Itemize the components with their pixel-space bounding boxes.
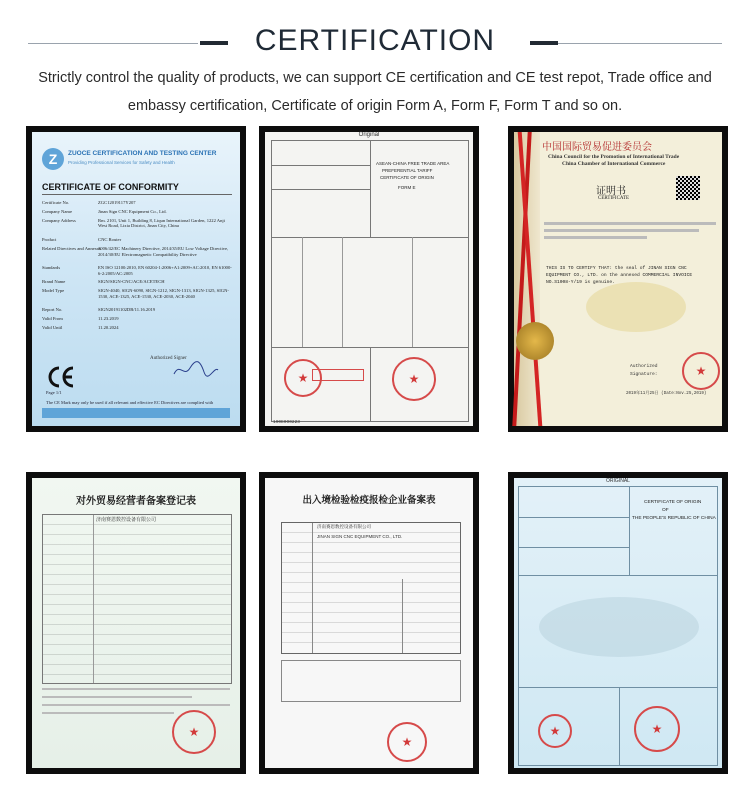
cert-heading: CERTIFICATE OF CONFORMITY	[42, 182, 179, 192]
trade-company: 济南赛恩数控设备有限公司	[96, 517, 157, 523]
ccpit-cn-title: 证明书	[596, 186, 626, 197]
table-row	[282, 603, 460, 613]
ccpit-en-title: CERTIFICATE	[598, 196, 630, 201]
ccpit-red-seal-icon: ★	[682, 352, 720, 390]
cert-field-value: 11.23.2019	[98, 316, 119, 322]
cert-field-value: SIGN20191102DB/11.16.2019	[98, 307, 156, 313]
form-e-heading-1: ASEAN-CHINA FREE TRADE AREA	[376, 161, 450, 166]
cert-field-label: Report No.	[42, 307, 63, 313]
inspection-red-seal-icon: ★	[387, 722, 427, 762]
ccpit-cn-org: 中国国际贸易促进委员会	[542, 142, 652, 153]
ccpit-body-3: NO.S1008-Y/19 is genuine.	[546, 280, 615, 285]
cert-field-label: Related Directives and Annexes	[42, 246, 101, 252]
customs-seal-icon: ★	[392, 357, 436, 401]
table-row	[43, 635, 231, 645]
inspection-table	[281, 522, 461, 654]
divider-right	[558, 43, 722, 44]
cert-footer-bar	[42, 408, 230, 418]
cert-field-label: Company Address	[42, 218, 76, 223]
table-row	[282, 543, 460, 553]
company-chop	[312, 369, 364, 381]
certificate-form-e-page	[265, 132, 473, 426]
trade-title: 对外贸易经营者备案登记表	[76, 496, 196, 507]
cert-field-label: Product	[42, 237, 57, 243]
table-row	[43, 655, 231, 665]
ccpit-sig-2: Signature:	[630, 372, 658, 377]
section-header	[0, 22, 750, 66]
subtitle-line-1: Strictly control the quality of products, we can support CE certification and CE test repot, Trade office and	[38, 70, 712, 86]
table-row	[43, 665, 231, 675]
certificate-ccpit[interactable]	[508, 126, 728, 432]
certificate-inspection-page	[265, 478, 473, 768]
certificate-form-e[interactable]	[259, 126, 479, 432]
table-row	[282, 523, 460, 533]
cert-page-number: Page 1/1	[46, 390, 62, 395]
ccpit-en-org-2: China Chamber of International Commerce	[562, 161, 666, 167]
cert-field-value: EN ISO 12100:2010, EN 60204-1:2006+A1:2009+AC:2010, EN 61000-6-2:2005/AC:2005	[98, 265, 232, 276]
cert-field-label: Valid From	[42, 316, 63, 322]
table-row	[43, 575, 231, 585]
table-row	[43, 555, 231, 565]
certificate-trade-page	[32, 478, 240, 768]
zuoce-logo-icon: Z	[42, 148, 64, 170]
certificate-form-a[interactable]	[508, 472, 728, 774]
form-a-heading-1: CERTIFICATE OF ORIGIN	[644, 500, 702, 505]
trade-red-seal-icon: ★	[172, 710, 216, 754]
table-row	[282, 553, 460, 563]
table-row	[43, 525, 231, 535]
watermark-emblem	[586, 282, 686, 332]
form-a-heading-2: OF	[662, 508, 669, 513]
gold-seal-icon	[516, 322, 554, 360]
page-title: CERTIFICATION	[254, 24, 496, 57]
table-row	[282, 593, 460, 603]
ccpit-date: 2019年11月25日 (Date:Nov.25,2019)	[626, 392, 707, 396]
cert-field-value: CNC Router	[98, 237, 122, 243]
cert-field-value: SIGN/SIGN-CNC/ACE/ACETECH	[98, 279, 165, 285]
cert-footer-note: The CE Mark may only be used if all relevant and effective EC Directives are complied with	[46, 400, 214, 405]
cert-field-label: Valid Until	[42, 325, 63, 331]
table-row	[43, 595, 231, 605]
form-a-original: ORIGINAL	[606, 478, 630, 484]
table-row	[282, 583, 460, 593]
cert-field-label: Brand Name	[42, 279, 66, 285]
cert-field-value: 11.20.2024	[98, 325, 119, 331]
ccpit-cn-body	[544, 222, 716, 239]
cert-field-label: Model Type	[42, 288, 65, 294]
form-e-serial: 190E0O0223	[273, 420, 301, 425]
certificate-form-a-page	[514, 478, 722, 768]
divider-accent-right	[530, 41, 558, 45]
cert-field-label: Standards	[42, 265, 61, 271]
inspection-company-en: JINAN SIGN CNC EQUIPMENT CO., LTD.	[317, 534, 403, 539]
form-a-customs-seal-icon: ★	[634, 706, 680, 752]
cert-field-value: ZGC12019117Y207	[98, 200, 136, 205]
form-e-grid	[271, 140, 469, 422]
table-row	[282, 613, 460, 623]
cert-field-label: Certificate No.	[42, 200, 70, 205]
cert-org-sub: Providing Professional Services for Safety and Health	[68, 160, 175, 165]
red-seal-icon: ★	[284, 359, 322, 397]
inspection-title: 出入境检验检疫报检企业备案表	[302, 495, 436, 506]
table-row	[43, 605, 231, 615]
ccpit-body-1: THIS IS TO CERTIFY THAT: the seal of JINAN SIGN CNC	[546, 266, 687, 271]
cert-rule	[42, 194, 232, 195]
certificate-ce[interactable]	[26, 126, 246, 432]
cert-field-value: SIGN-4040, SIGN-6090, SIGN-1212, SIGN-1313, SIGN-1325, SIGN-1530, ACE-1325, ACE-1530, ACE-2030, ACE-2040	[98, 288, 229, 299]
table-row	[43, 585, 231, 595]
certificate-trade-registration[interactable]	[26, 472, 246, 774]
cert-org: ZUOCE CERTIFICATION AND TESTING CENTER	[68, 150, 217, 157]
cert-field-value: 2006/42/EC Machinery Directive, 2014/35/EU Low Voltage Directive, 2014/30/EU Electromagnetic Compatibility Directive	[98, 246, 229, 257]
table-row	[43, 535, 231, 545]
subtitle-line-2: embassy certification, Certificate of origin Form A, Form F, Form T and so on.	[127, 98, 623, 114]
inspection-company-cn: 济南赛恩数控设备有限公司	[317, 525, 371, 530]
ccpit-sig-1: Authorized	[630, 364, 658, 369]
table-row	[282, 573, 460, 583]
trade-table	[42, 514, 232, 684]
certificate-ccpit-page	[514, 132, 722, 426]
inspection-notes-box	[281, 660, 461, 702]
table-row	[43, 625, 231, 635]
certificate-ce-page	[32, 132, 240, 426]
table-row	[43, 565, 231, 575]
table-row	[43, 645, 231, 655]
trade-notes	[42, 688, 230, 714]
cert-field-value: Jinan Sign CNC Equipment Co., Ltd.	[98, 209, 167, 214]
great-wall-watermark	[539, 597, 699, 657]
form-a-heading-3: THE PEOPLE'S REPUBLIC OF CHINA	[632, 516, 716, 521]
ccpit-body-2: EQUIPMENT CO., LTD. on the annexed COMMERCIAL INVOICE	[546, 273, 693, 278]
cert-field-label: Company Name	[42, 209, 72, 214]
signature-icon	[172, 358, 220, 380]
table-row	[43, 545, 231, 555]
table-row	[282, 633, 460, 643]
qr-code-icon	[676, 176, 700, 200]
form-e-original: Original	[358, 132, 380, 138]
form-a-company-seal-icon: ★	[538, 714, 572, 748]
ce-mark-icon	[46, 364, 76, 390]
form-e-heading-4: FORM E	[398, 185, 416, 190]
ccpit-en-org-1: China Council for the Promotion of International Trade	[548, 154, 680, 160]
cert-field-value: Rm. 2101, Unit 1, Building 8, Liqun International Garden, 1222 Anji West Road, Lixia District, Jinan City, China	[98, 218, 225, 229]
table-row	[282, 623, 460, 633]
cert-signer: Authorized Signer	[150, 356, 187, 361]
form-e-heading-2: PREFERENTIAL TARIFF	[382, 168, 433, 173]
certificate-inspection-registration[interactable]	[259, 472, 479, 774]
table-row	[43, 615, 231, 625]
form-e-heading-3: CERTIFICATE OF ORIGIN	[380, 175, 434, 180]
table-row	[282, 563, 460, 573]
